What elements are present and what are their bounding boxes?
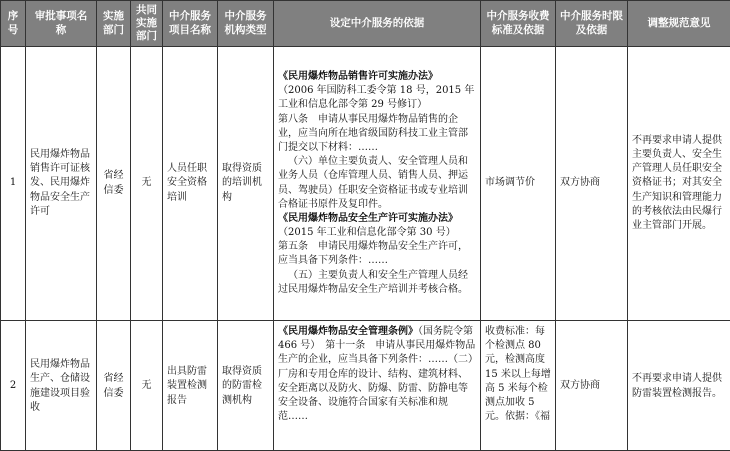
adjustment-opinion: 不再要求申请人提供防雷装置检测报告。 <box>628 321 730 451</box>
basis-article: 第八条 申请从事民用爆炸物品销售的企业，应当向所在地省级国防科技工业主管部门提交以下材料：…… <box>278 113 476 156</box>
header-time: 中介服务时限及依据 <box>556 1 628 47</box>
basis-law-title: 《民用爆炸物品安全管理条例》 <box>278 326 418 337</box>
approval-item: 民用爆炸物品销售许可证核发、民用爆炸物品安全生产许可 <box>26 47 97 321</box>
adjustment-opinion: 不再要求申请人提供主要负责人、安全生产管理人员任职安全资格证书；对其安全生产知识和管理能力的考核依法由民爆行业主管部门开展。 <box>628 47 730 321</box>
basis-article: 第五条 申请民用爆炸物品安全生产许可，应当具备下列条件：…… <box>278 240 476 268</box>
time-limit: 双方协商 <box>556 47 628 321</box>
service-name: 出具防雷装置检测报告 <box>163 321 218 451</box>
fee-standard: 市场调节价 <box>481 47 556 321</box>
header-basis: 设定中介服务的依据 <box>274 1 481 47</box>
basis-article-clause: （五）主要负责人和安全生产管理人员经过民用爆炸物品安全生产培训并考核合格。 <box>278 269 476 297</box>
basis-article-clause: （六）单位主要负责人、安全管理人员和业务人员（仓库管理人员、销售人员、押运员、驾驶员）任职安全资格证书或专业培训合格证书原件及复印件。 <box>278 155 476 212</box>
basis-law-title: 《民用爆炸物品安全生产许可实施办法》 <box>278 212 476 226</box>
service-basis <box>274 47 481 321</box>
org-type: 取得资质的防雷检测机构 <box>218 321 274 451</box>
header-row <box>1 1 730 47</box>
header-opinion: 调整规范意见 <box>628 1 730 47</box>
service-name: 人员任职安全资格培训 <box>163 47 218 321</box>
fee-standard: 收费标准：每个检测点 80 元，检测高度 15 米以上每增高 5 米每个检测点加收 5 元。依据：《福 <box>481 321 556 451</box>
co-implementing-dept: 无 <box>131 47 163 321</box>
basis-law-note: （2006 年国防科工委令第 18 号，2015 年工业和信息化部令第 29 号修订） <box>278 84 476 112</box>
org-type: 取得资质的培训机构 <box>218 47 274 321</box>
implementing-dept: 省经信委 <box>97 47 131 321</box>
co-implementing-dept: 无 <box>131 321 163 451</box>
basis-law-title: 《民用爆炸物品销售许可实施办法》 <box>278 70 476 84</box>
time-limit: 双方协商 <box>556 321 628 451</box>
header-index: 序号 <box>1 1 26 47</box>
row-index: 1 <box>1 47 26 321</box>
header-dept: 实施部门 <box>97 1 131 47</box>
table-row <box>1 321 730 451</box>
basis-law-text: （国务院令第 466 号） 第十一条 申请从事民用爆炸物品生产的企业，应当具备下列条件：……（二）厂房和专用仓库的设计、结构、建筑材料、安全距离以及防火、防爆、防雷、防静电等安全设备、设施符合国家有关标准和规范…… <box>278 326 475 422</box>
header-item: 审批事项名称 <box>26 1 97 47</box>
header-service: 中介服务项目名称 <box>163 1 218 47</box>
header-org-type: 中介服务机构类型 <box>218 1 274 47</box>
header-co-dept: 共同实施部门 <box>131 1 163 47</box>
approval-item: 民用爆炸物品生产、仓储设施建设项目验收 <box>26 321 97 451</box>
basis-paragraph <box>278 325 476 424</box>
service-basis <box>274 321 481 451</box>
row-index: 2 <box>1 321 26 451</box>
implementing-dept: 省经信委 <box>97 321 131 451</box>
basis-law-note: （2015 年工业和信息化部令第 30 号） <box>278 226 476 240</box>
header-fee: 中介服务收费标准及依据 <box>481 1 556 47</box>
table-row <box>1 47 730 321</box>
